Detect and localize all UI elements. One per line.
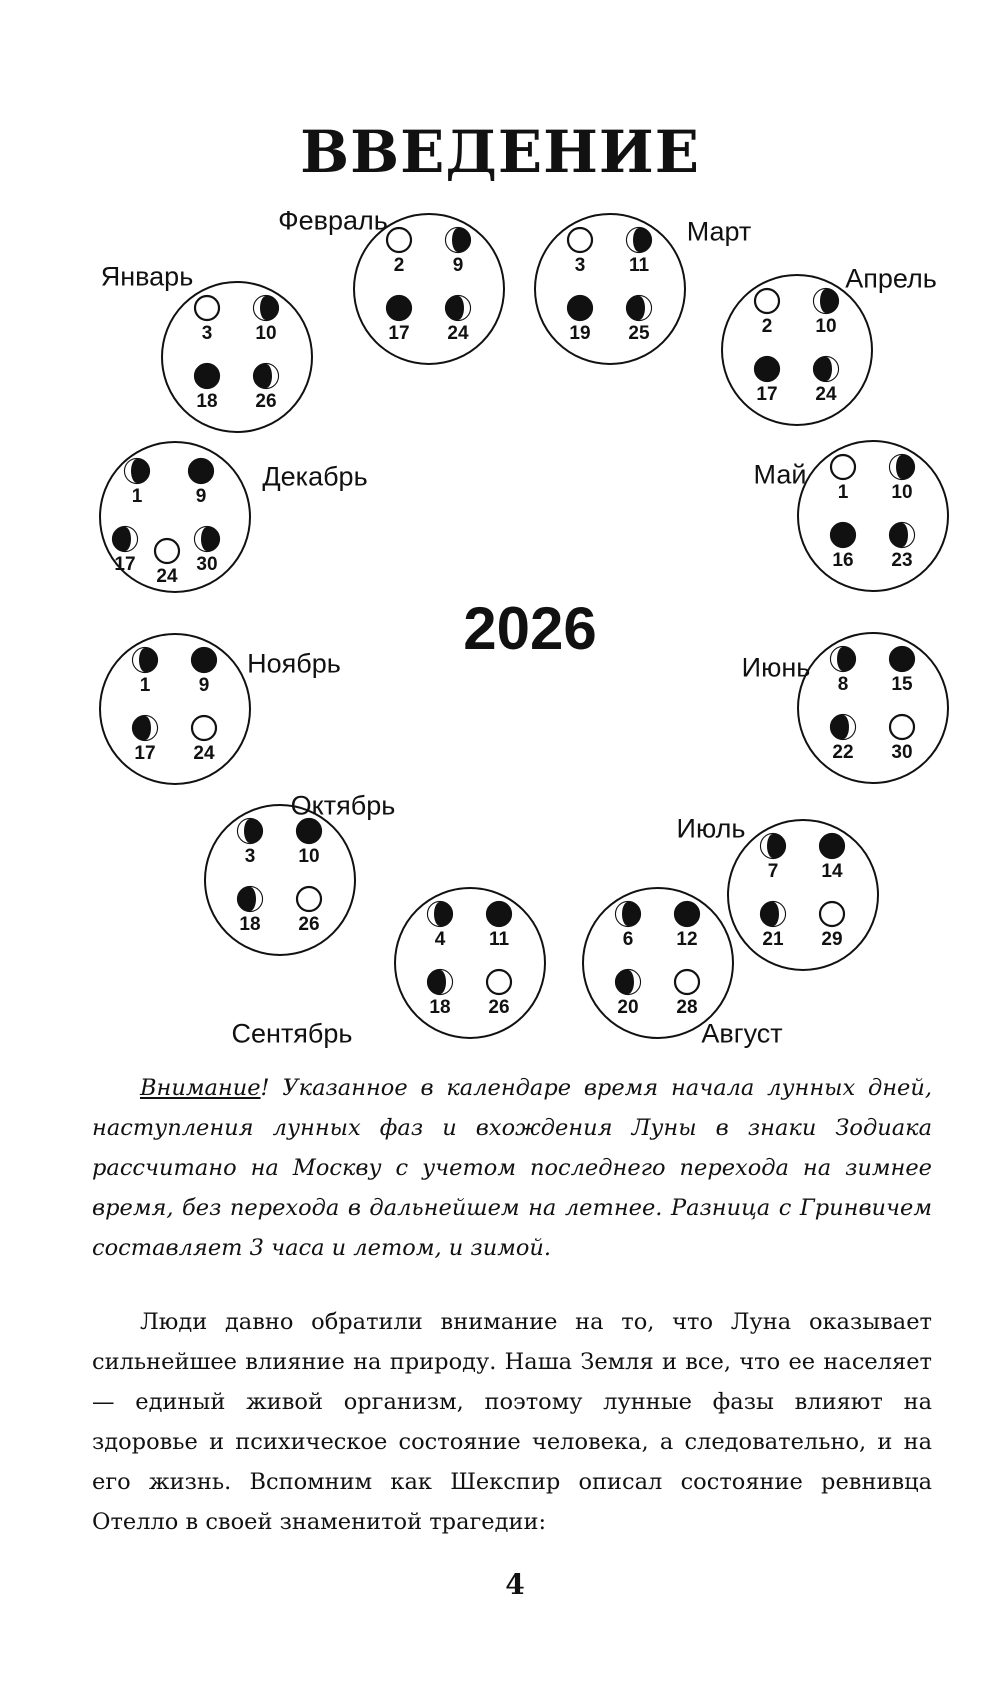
month-label: Август xyxy=(701,1018,783,1049)
month-circle xyxy=(797,440,949,592)
first-quarter-icon xyxy=(193,525,221,553)
month-label: Апрель xyxy=(845,263,937,294)
phase-date: 9 xyxy=(452,255,464,276)
phase-date: 24 xyxy=(815,384,837,405)
phase-date: 17 xyxy=(114,554,136,575)
month-circle xyxy=(727,819,879,971)
phase-date: 3 xyxy=(574,255,586,276)
month-circle xyxy=(797,632,949,784)
phase-date: 11 xyxy=(488,929,510,950)
phase-date: 8 xyxy=(837,674,849,695)
phase-date: 10 xyxy=(298,846,320,867)
phase-date: 24 xyxy=(447,323,469,344)
phase-date: 2 xyxy=(393,255,405,276)
phase-date: 20 xyxy=(617,997,639,1018)
phase-date: 16 xyxy=(832,550,854,571)
new-moon-icon xyxy=(566,226,594,254)
full-moon-icon xyxy=(485,900,513,928)
phase-date: 15 xyxy=(891,674,913,695)
last-quarter-icon xyxy=(614,968,642,996)
first-quarter-icon xyxy=(131,646,159,674)
phase-date: 22 xyxy=(832,742,854,763)
first-quarter-icon xyxy=(123,457,151,485)
body-paragraph: Люди давно обратили внимание на то, что Луна оказывает сильнейшее влияние на природу. Наша Земля и все, что ее населяет — единый живой организм, поэтому лунные фазы влияют на здоровье и психическое состояние человека, а следовательно, и на его жизнь. Вспомним как Шекспир описал состояние ревнивца Отелло в своей знаменитой трагедии: xyxy=(92,1309,932,1535)
phase-date: 3 xyxy=(201,323,213,344)
new-moon-icon xyxy=(485,968,513,996)
phase-date: 18 xyxy=(196,391,218,412)
month-label: Март xyxy=(686,216,752,247)
notice-paragraph xyxy=(92,1068,932,1268)
month-label: Октябрь xyxy=(290,790,396,821)
new-moon-icon xyxy=(295,885,323,913)
notice-text: ! Указанное в календаре время начала лунных дней, наступления лунных фаз и вхождения Луны в знаки Зодиака рассчитано на Москву с учетом последнего перехода на зимнее время, без перехода в дальнейшем на летнее. Разница с Гринвичем составляет 3 часа и летом, и зимой. xyxy=(92,1075,932,1261)
full-moon-icon xyxy=(888,645,916,673)
phase-date: 2 xyxy=(761,316,773,337)
full-moon-icon xyxy=(385,294,413,322)
first-quarter-icon xyxy=(426,900,454,928)
month-label: Январь xyxy=(100,261,194,292)
first-quarter-icon xyxy=(829,645,857,673)
phase-date: 10 xyxy=(255,323,277,344)
first-quarter-icon xyxy=(444,226,472,254)
new-moon-icon xyxy=(753,287,781,315)
first-quarter-icon xyxy=(614,900,642,928)
phase-date: 10 xyxy=(815,316,837,337)
phase-date: 9 xyxy=(195,486,207,507)
first-quarter-icon xyxy=(812,287,840,315)
month-circle xyxy=(721,274,873,426)
phase-date: 1 xyxy=(837,482,849,503)
phase-date: 17 xyxy=(756,384,778,405)
last-quarter-icon xyxy=(131,714,159,742)
phase-date: 14 xyxy=(821,861,843,882)
new-moon-icon xyxy=(673,968,701,996)
last-quarter-icon xyxy=(759,900,787,928)
phase-date: 7 xyxy=(767,861,779,882)
full-moon-icon xyxy=(753,355,781,383)
month-label: Февраль xyxy=(278,205,388,236)
phase-date: 29 xyxy=(821,929,843,950)
page-number: 4 xyxy=(505,1568,525,1601)
new-moon-icon xyxy=(888,713,916,741)
new-moon-icon xyxy=(193,294,221,322)
phase-date: 18 xyxy=(239,914,261,935)
phase-date: 19 xyxy=(569,323,591,344)
last-quarter-icon xyxy=(888,521,916,549)
phase-date: 28 xyxy=(676,997,698,1018)
phase-date: 1 xyxy=(131,486,143,507)
full-moon-icon xyxy=(829,521,857,549)
phase-date: 25 xyxy=(628,323,650,344)
full-moon-icon xyxy=(193,362,221,390)
phase-date: 24 xyxy=(193,743,215,764)
phase-date: 24 xyxy=(156,566,178,587)
month-circle xyxy=(161,281,313,433)
month-circle xyxy=(534,213,686,365)
last-quarter-icon xyxy=(426,968,454,996)
month-label: Май xyxy=(753,459,807,490)
last-quarter-icon xyxy=(625,294,653,322)
phase-date: 26 xyxy=(298,914,320,935)
first-quarter-icon xyxy=(625,226,653,254)
phase-date: 26 xyxy=(255,391,277,412)
first-quarter-icon xyxy=(236,817,264,845)
last-quarter-icon xyxy=(252,362,280,390)
year-heading: 2026 xyxy=(463,595,597,662)
new-moon-icon xyxy=(818,900,846,928)
last-quarter-icon xyxy=(829,713,857,741)
last-quarter-icon xyxy=(444,294,472,322)
new-moon-icon xyxy=(829,453,857,481)
month-label: Июль xyxy=(676,813,746,844)
phase-date: 18 xyxy=(429,997,451,1018)
phase-date: 17 xyxy=(134,743,156,764)
phase-date: 10 xyxy=(891,482,913,503)
phase-date: 23 xyxy=(891,550,913,571)
full-moon-icon xyxy=(190,646,218,674)
first-quarter-icon xyxy=(252,294,280,322)
phase-date: 26 xyxy=(488,997,510,1018)
phase-date: 3 xyxy=(244,846,256,867)
phase-date: 6 xyxy=(622,929,634,950)
last-quarter-icon xyxy=(111,525,139,553)
phase-date: 30 xyxy=(196,554,218,575)
month-label: Сентябрь xyxy=(231,1018,353,1049)
full-moon-icon xyxy=(566,294,594,322)
phase-date: 30 xyxy=(891,742,913,763)
month-circle xyxy=(394,887,546,1039)
notice-label: Внимание xyxy=(140,1075,261,1101)
last-quarter-icon xyxy=(812,355,840,383)
phase-date: 9 xyxy=(198,675,210,696)
phase-date: 21 xyxy=(762,929,784,950)
phase-date: 17 xyxy=(388,323,410,344)
first-quarter-icon xyxy=(759,832,787,860)
month-circle xyxy=(99,441,251,593)
month-label: Ноябрь xyxy=(247,648,341,679)
full-moon-icon xyxy=(673,900,701,928)
new-moon-icon xyxy=(190,714,218,742)
first-quarter-icon xyxy=(888,453,916,481)
month-circle xyxy=(582,887,734,1039)
page-title: ВВЕДЕНИЕ xyxy=(300,118,700,186)
new-moon-icon xyxy=(385,226,413,254)
last-quarter-icon xyxy=(236,885,264,913)
full-moon-icon xyxy=(818,832,846,860)
phase-date: 1 xyxy=(139,675,151,696)
month-label: Июнь xyxy=(741,652,811,683)
month-circle xyxy=(204,804,356,956)
phase-date: 11 xyxy=(628,255,650,276)
month-circle xyxy=(99,633,251,785)
phase-date: 4 xyxy=(434,929,446,950)
phase-date: 12 xyxy=(676,929,698,950)
full-moon-icon xyxy=(187,457,215,485)
month-label: Декабрь xyxy=(262,461,368,492)
new-moon-icon xyxy=(153,537,181,565)
